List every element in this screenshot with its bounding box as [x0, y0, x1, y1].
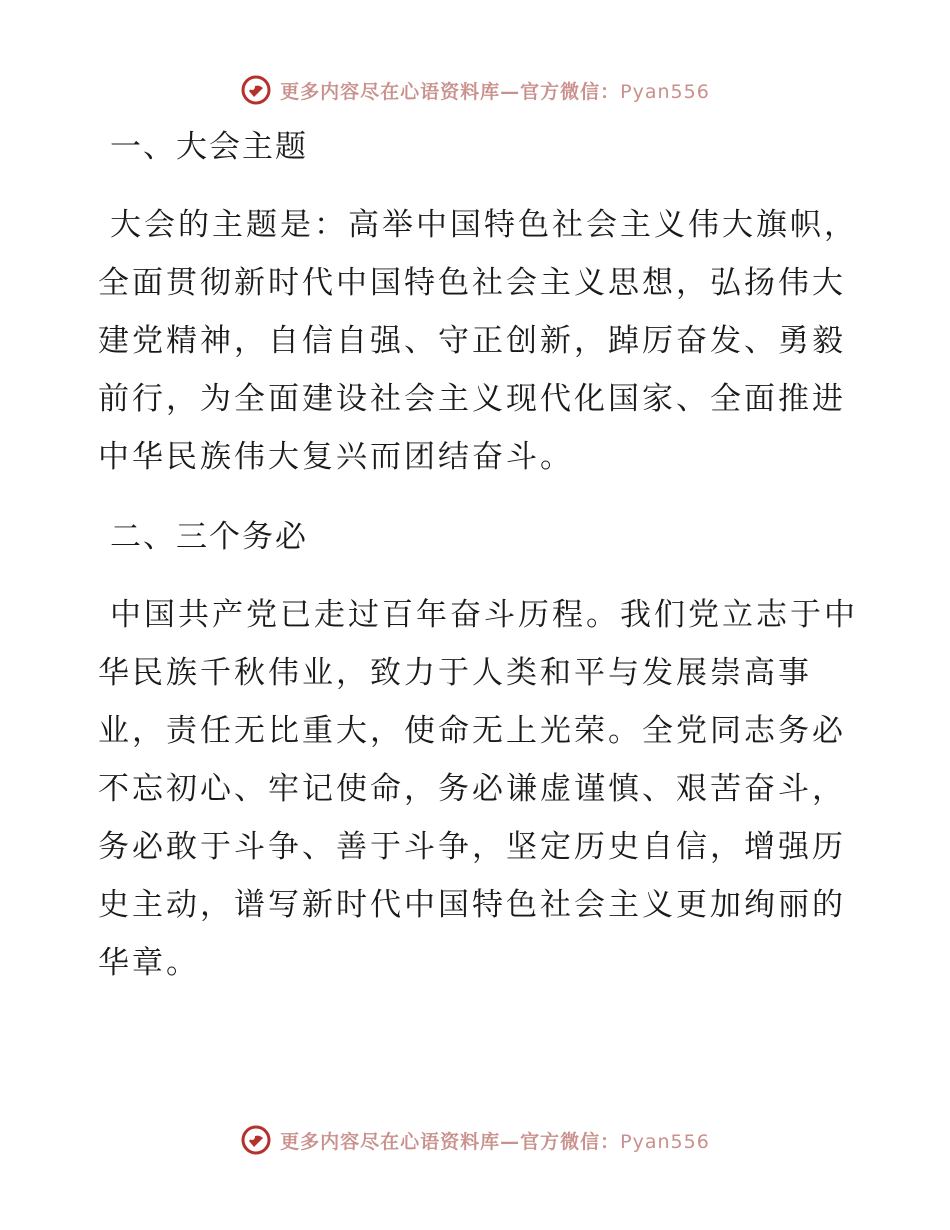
section-paragraph-three-musts: 中国共产党已走过百年奋斗历程。我们党立志于中华民族千秋伟业，致力于人类和平与发展崇高事业，责任无比重大，使命无上光荣。全党同志务必不忘初心、牢记使命，务必谦虚谨慎、艰苦奋斗，务必敢于斗争、善于斗争，坚定历史自信，增强历史主动，谱写新时代中国特色社会主义更加绚丽的华章。 [98, 597, 858, 981]
header-watermark [0, 70, 950, 110]
section-paragraph-theme: 大会的主题是：高举中国特色社会主义伟大旗帜，全面贯彻新时代中国特色社会主义思想，弘扬伟大建党精神，自信自强、守正创新，踔厉奋发、勇毅前行，为全面建设社会主义现代化国家、全面推进中华民族伟大复兴而团结奋斗。 [98, 207, 858, 475]
watermark-text: 更多内容尽在心语资料库—官方微信：Pyan556 [280, 80, 710, 103]
watermark-wechat-id: Pyan556 [620, 80, 710, 103]
heart-pen-logo-icon [240, 74, 272, 106]
footer-watermark [0, 1120, 950, 1160]
watermark-wechat-id: Pyan556 [620, 1130, 710, 1153]
watermark-text: 更多内容尽在心语资料库—官方微信：Pyan556 [280, 1130, 710, 1153]
document-body [98, 118, 858, 992]
heart-pen-logo-icon [240, 1124, 272, 1156]
section-heading-theme: 一、大会主题 [110, 129, 308, 165]
section-heading-three-musts: 二、三个务必 [110, 519, 308, 555]
